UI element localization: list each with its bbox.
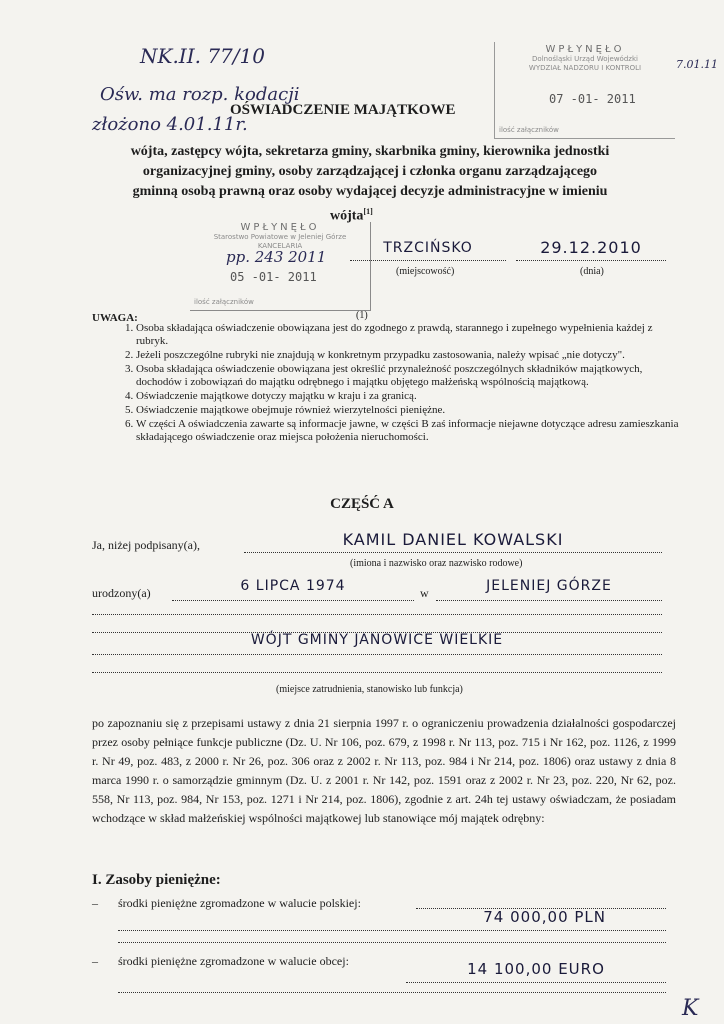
blank-line [92, 668, 662, 673]
place-caption: (miejscowość) [396, 266, 455, 277]
stamp-mid-line1: Starostwo Powiatowe w Jeleniej Górze [213, 233, 347, 241]
job-field[interactable]: WÓJT GMINY JANOWICE WIELKIE [92, 632, 662, 655]
stamp-mid-title: WPŁYNĘŁO [240, 222, 320, 233]
place-field[interactable]: TRZCIŃSKO [350, 240, 506, 261]
blank-line [118, 988, 666, 993]
stamp-top-title: WPŁYNĘŁO [545, 44, 625, 55]
uwaga-item: 1. Osoba składająca oświadczenie obowiązana jest do zgodnego z prawdą, starannego i zupełnego wypełnienia każdej z rubryk. [136, 322, 686, 348]
stamp-top-footer: ilość załączników [499, 126, 559, 134]
stamp-top-line1: Dolnośląski Urząd Wojewódzki [532, 55, 638, 63]
uwaga-list [110, 322, 686, 445]
pln-label: środki pieniężne zgromadzone w walucie polskiej: [118, 896, 361, 910]
uwaga-item: 5. Oświadczenie majątkowe obejmuje również wierzytelności pieniężne. [136, 404, 686, 417]
stamp-mid-line2: KANCELARIA [257, 242, 303, 250]
stamp-top-date: 07 -01- 2011 [549, 92, 636, 106]
stamp-mid-number: pp. 243 2011 [226, 248, 327, 266]
name-label: Ja, niżej podpisany(a), [92, 538, 200, 552]
name-field[interactable]: KAMIL DANIEL KOWALSKI [244, 530, 662, 553]
subtitle-word: wójta [330, 208, 364, 224]
uwaga-item: 4. Oświadczenie majątkowe dotyczy majątku w kraju i za granicą. [136, 390, 686, 403]
handwritten-note-line1: Ośw. ma rozp. kodacji [100, 84, 300, 105]
handwritten-reference: NK.II. 77/10 [140, 44, 265, 68]
blank-line [118, 938, 666, 943]
uwaga-item: 2. Jeżeli poszczególne rubryki nie znajdują w konkretnym przypadku zastosowania, należy wpisać „nie dotyczy". [136, 349, 686, 362]
subtitle-line3: gminną osobą prawną oraz osoby wydającej decyzje administracyjne w imieniu [132, 184, 608, 199]
pln-field[interactable] [118, 908, 666, 931]
stamp-mid-footer: ilość załączników [194, 298, 254, 306]
part-a-heading: CZĘŚĆ A [330, 496, 394, 512]
uwaga-item: 6. W części A oświadczenia zawarte są informacje jawne, w części B zaś informacje niejawne dotyczące adresu zamieszkania składającego oświadczenie oraz miejsca położenia nieruchomości. [136, 418, 686, 444]
stamp-mid-date: 05 -01- 2011 [230, 270, 317, 284]
job-caption: (miejsce zatrudnienia, stanowisko lub funkcja) [276, 684, 463, 695]
pln-dash: – [92, 896, 98, 910]
born-place-field[interactable]: JELENIEJ GÓRZE [436, 578, 662, 601]
foreign-dash: – [92, 954, 98, 968]
date-caption: (dnia) [580, 266, 604, 277]
stamp-top-signature: 7.01.11 [676, 58, 718, 71]
declaration-text: po zapoznaniu się z przepisami ustawy z dnia 21 sierpnia 1997 r. o ograniczeniu prowadzenia działalności gospodarczej przez osoby pełniące funkcje publiczne (Dz. U. Nr 106, poz. 679, z 1998 r. Nr 113, poz. 715 i Nr 162, poz. 1126, z 1999 r. Nr 49, poz. 483, z 2000 r. Nr 26, poz. 306 oraz z 2002 r. Nr 113, poz. 984 i Nr 214, poz. 1806) oraz ustawy z dnia 8 marca 1990 r. o samorządzie gminnym (Dz. U. z 2001 r. Nr 142, poz. 1591 oraz z 2002 r. Nr 23, poz. 220, Nr 62, poz. 558, Nr 113, poz. 984, Nr 153, poz. 1271 i Nr 214, poz. 1806), zgodnie z art. 24h tej ustawy oświadczam, że posiadam wchodzące w skład małżeńskiej wspólności majątkowej lub stanowiące mój majątek odrębny: [92, 716, 676, 825]
footer-initial: K [682, 996, 699, 1021]
name-caption: (imiona i nazwisko oraz nazwisko rodowe) [350, 558, 523, 569]
uwaga-item: 3. Osoba składająca oświadczenie obowiązana jest określić przynależność poszczególnych składników majątkowych, dochodów i zobowiązań do majątku odrębnego i majątku objętego małżeńską wspólnością majątkową. [136, 363, 686, 389]
handwritten-note-line2: złożono 4.01.11r. [92, 114, 248, 135]
uwaga-footnote-mark: (1) [356, 310, 368, 321]
subtitle-footnote: [1] [363, 207, 373, 216]
blank-line [92, 610, 662, 615]
subtitle-line2: organizacyjnej gminy, osoby zarządzającej i członka organu zarządzającego [142, 164, 598, 179]
uwaga-heading: UWAGA: [92, 312, 138, 324]
subtitle-line1: wójta, zastępcy wójta, sekretarza gminy, skarbnika gminy, kierownika jednostki [130, 144, 610, 159]
section1-heading: I. Zasoby pieniężne: [92, 872, 221, 888]
date-field[interactable]: 29.12.2010 [516, 238, 666, 261]
document-title: OŚWIADCZENIE MAJĄTKOWE [230, 102, 456, 118]
born-date-field[interactable]: 6 LIPCA 1974 [172, 578, 414, 601]
foreign-label: środki pieniężne zgromadzone w walucie obcej: [118, 954, 349, 968]
born-in-label: w [420, 586, 429, 600]
foreign-field[interactable]: 14 100,00 EURO [406, 960, 666, 983]
pln-value: 74 000,00 PLN [483, 908, 606, 926]
received-stamp-top [494, 42, 675, 139]
received-stamp-middle [190, 222, 371, 311]
stamp-top-line2: WYDZIAŁ NADZORU I KONTROLI [528, 64, 642, 72]
born-label: urodzony(a) [92, 586, 151, 600]
